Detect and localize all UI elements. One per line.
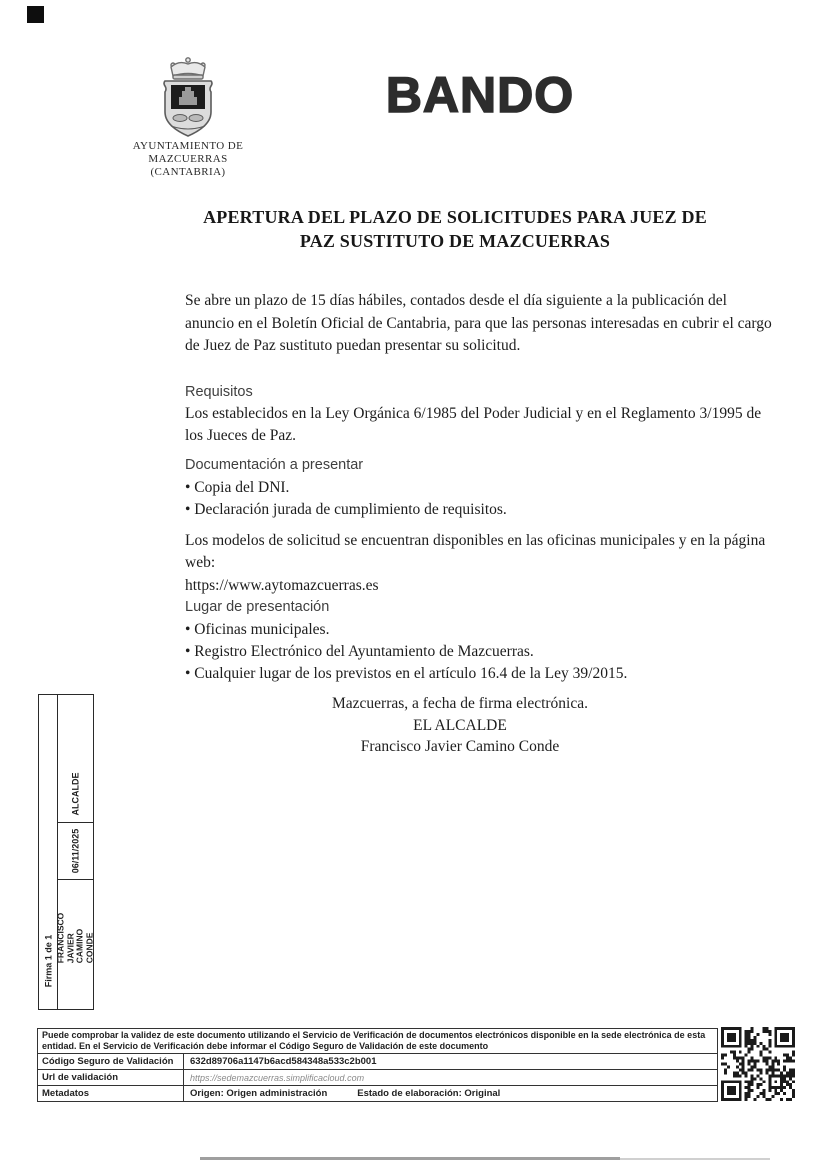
metadatos-origin: Origen: Origen administración — [190, 1088, 328, 1099]
municipality-line1: AYUNTAMIENTO DE — [132, 140, 244, 152]
signature-date-cell — [58, 823, 93, 880]
table-row — [38, 1054, 717, 1070]
website-url: https://www.aytomazcuerras.es — [185, 576, 379, 594]
municipality-line3: (CANTABRIA) — [150, 166, 226, 178]
metadatos-estado: Estado de elaboración: Original — [357, 1088, 501, 1099]
scan-artifact-line — [200, 1157, 620, 1160]
firma-count-label: Firma 1 de 1 — [43, 934, 53, 988]
modelos-paragraph — [185, 530, 773, 598]
document-body — [185, 205, 773, 758]
closing-signer-name: Francisco Javier Camino Conde — [360, 738, 560, 755]
documentacion-list — [185, 477, 773, 521]
municipal-coat-of-arms-icon — [149, 56, 227, 140]
closing-place-line: Mazcuerras, a fecha de firma electrónica. — [331, 695, 588, 712]
table-row — [38, 1086, 717, 1101]
signer-role-cell — [58, 695, 93, 823]
section-heading-documentacion: Documentación a presentar — [185, 456, 364, 473]
signer-role: ALCALDE — [70, 772, 81, 816]
scan-corner-mark — [27, 6, 44, 23]
validation-url-value: https://sedemazcuerras.simplificacloud.com — [190, 1072, 365, 1083]
signature-sidebar-table — [38, 694, 94, 1010]
list-item: • Registro Electrónico del Ayuntamiento de Mazcuerras. — [185, 643, 534, 660]
section-heading-requisitos: Requisitos — [185, 383, 253, 400]
bando-banner: BANDO — [385, 67, 575, 123]
municipality-line2: MAZCUERRAS — [148, 153, 228, 165]
page-title: APERTURA DEL PLAZO DE SOLICITUDES PARA JUEZ DE PAZ SUSTITUTO DE MAZCUERRAS — [203, 207, 707, 251]
validation-notice: Puede comprobar la validez de este documento utilizando el Servicio de Verificación de documentos electrónicos disponible en la sede electrónica de esta entidad. En el Servicio de Verificación debe informar el Código Seguro de Validación de este documento — [38, 1029, 717, 1054]
validation-table — [37, 1028, 718, 1102]
csv-value: 632d89706a1147b6acd584348a533c2b001 — [190, 1056, 377, 1067]
validation-url-label: Url de validación — [38, 1070, 184, 1085]
scan-artifact-line — [620, 1158, 770, 1160]
requisitos-text: Los establecidos en la Ley Orgánica 6/1985 del Poder Judicial y en el Reglamento 3/1995 de los Jueces de Paz. — [185, 404, 762, 444]
signer-name: FRANCISCO JAVIER CAMINO CONDE — [55, 912, 94, 964]
list-item: • Copia del DNI. — [185, 478, 290, 496]
closing-role-line: EL ALCALDE — [413, 716, 507, 734]
qr-code — [721, 1027, 795, 1101]
metadatos-label: Metadatos — [38, 1086, 184, 1101]
intro-paragraph: Se abre un plazo de 15 días hábiles, contados desde el día siguiente a la publicación del anuncio en el Boletín Oficial de Cantabria, para que las personas interesadas en cubrir el cargo de Juez de Paz sustituto puedan presentar su solicitud. — [185, 292, 772, 354]
modelos-text: Los modelos de solicitud se encuentran disponibles en las oficinas municipales y en la página web: — [185, 531, 766, 571]
metadatos-value — [184, 1088, 506, 1099]
table-row — [38, 1070, 717, 1086]
section-heading-lugar: Lugar de presentación — [185, 599, 330, 615]
signature-date: 06/11/2025 — [70, 828, 81, 874]
list-item: • Cualquier lugar de los previstos en el artículo 16.4 de la Ley 39/2015. — [185, 665, 628, 682]
signer-column — [55, 695, 94, 1009]
list-item: • Oficinas municipales. — [185, 621, 330, 638]
closing-block — [185, 693, 735, 758]
csv-label: Código Seguro de Validación — [38, 1054, 184, 1069]
municipality-name — [108, 140, 268, 179]
signer-name-cell — [55, 880, 94, 1009]
list-item: • Declaración jurada de cumplimiento de requisitos. — [185, 500, 507, 518]
lugar-list — [185, 619, 773, 685]
